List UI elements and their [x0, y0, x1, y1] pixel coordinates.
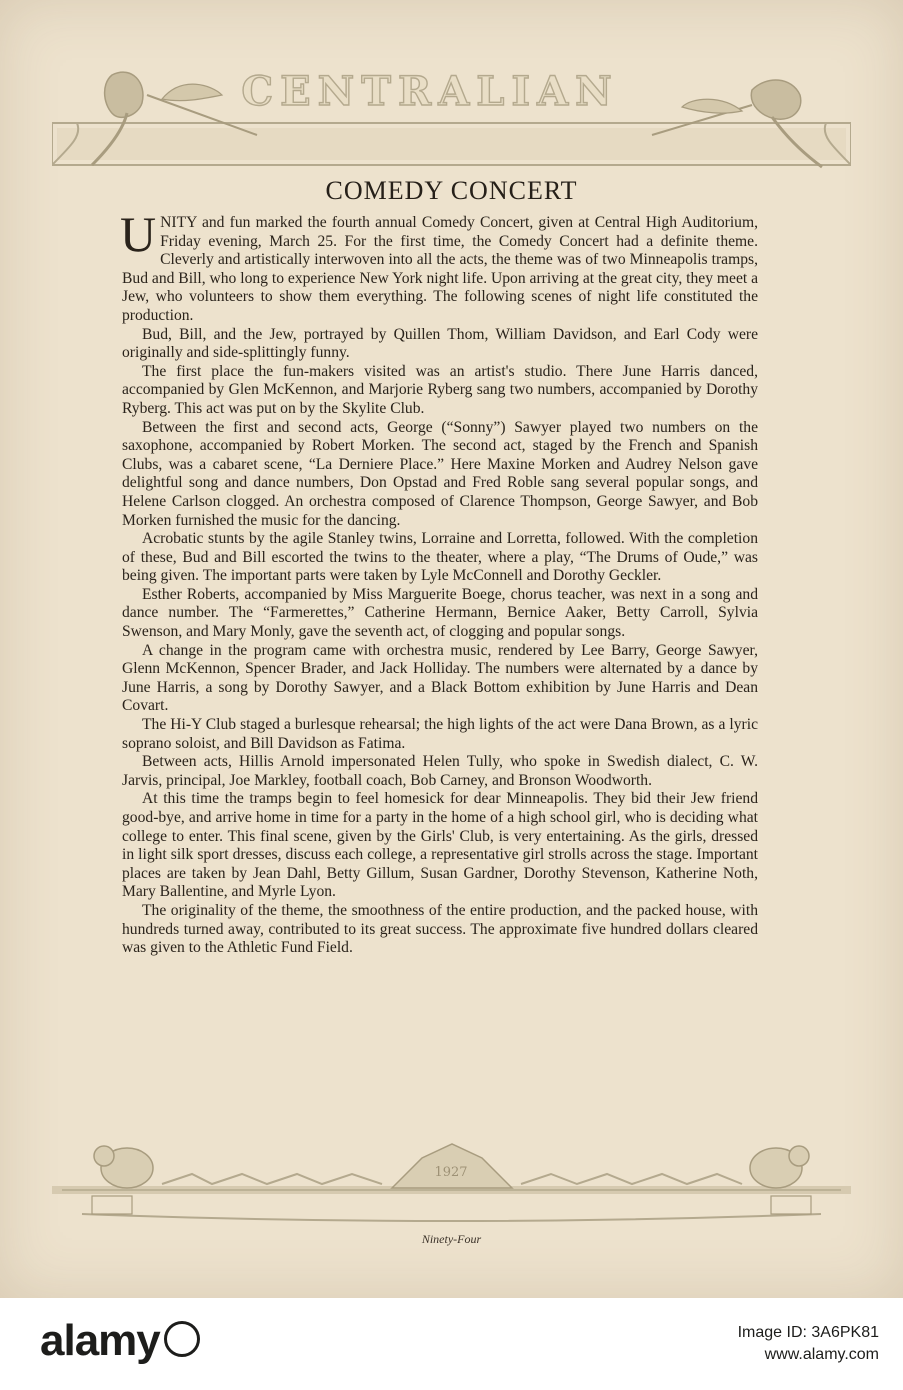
- paragraph-3: The first place the fun-makers visited was an artist's studio. There June Harris danced, accompanied by Glen McKennon, and Marjorie Ryberg sang two numbers, accompanied by Dorothy Ryberg. This act was put on by the Skylite Club.: [122, 362, 758, 417]
- paragraph-1: [120, 206, 759, 326]
- paragraph-11: The originality of the theme, the smoothness of the entire production, and the packed house, with hundreds turned away, contributed to its great success. The approximate five hundred dollars cleared was given to the Athletic Fund Field.: [122, 901, 758, 957]
- stock-logo-text: alamy: [40, 1316, 160, 1365]
- footer-decoration: [52, 1128, 851, 1224]
- stock-logo-mark: [164, 1321, 200, 1357]
- stock-site: www.alamy.com: [764, 1346, 879, 1363]
- stock-meta: [738, 1322, 879, 1366]
- paragraph-2: Bud, Bill, and the Jew, portrayed by Quillen Thom, William Davidson, and Earl Cody were originally and side-splittingly funny.: [122, 325, 758, 362]
- paragraph-6: Esther Roberts, accompanied by Miss Marguerite Boege, chorus teacher, was next in a song and dance number. The “Farmerettes,” Catherine Hermann, Bernice Aaker, Betty Carroll, Sylvia Swenson, and Mary Monly, gave the seventh act, of clogging and popular songs.: [122, 585, 758, 641]
- paragraph-9: Between acts, Hillis Arnold impersonated Helen Tully, who spoke in Swedish dialect, C. W. Jarvis, principal, Joe Markley, football coach, Bob Carney, and Bronson Woodworth.: [122, 753, 758, 789]
- stock-image-id: Image ID: 3A6PK81: [737, 1324, 879, 1341]
- footer-ornament: [52, 1128, 851, 1224]
- paragraph-1-text: NITY and fun marked the fourth annual Comedy Concert, given at Central High Auditorium, Friday evening, March 25. For the first time, the Comedy Concert had a definite theme. Cleverly and artistically interwoven into all the acts, the theme was of two Minneapolis tramps, Bud and Bill, who long to experience New York night life. Upon arriving at the great city, they meet a Jew, who volunteers to show them everything. The following scenes of night life constituted the production.: [122, 214, 759, 324]
- article-title: COMEDY CONCERT: [325, 176, 578, 205]
- paragraph-10: At this time the tramps begin to feel homesick for dear Minneapolis. They bid their Jew friend good-bye, and arrive home in time for a party in the home of a high school girl, who is deciding what college to enter. This final scene, given by the Girls' Club, is very entertaining. As the girls, dressed in light silk sport dresses, discuss each college, a representative girl strolls across the stage. Important places are taken by Jean Dahl, Betty Gillum, Susan Gardner, Dorothy Stevenson, Katherine Noth, Mary Ballentine, and Myrle Lyon.: [122, 790, 758, 901]
- paragraph-5: Acrobatic stunts by the agile Stanley twins, Lorraine and Lorretta, followed. With the completion of these, Bud and Bill escorted the twins to the theater, where a play, “The Drums of Oude,” was being given. The important parts were taken by Lyle McConnell and Dorothy Geckler.: [122, 530, 758, 585]
- footer-ornament-year: 1927: [434, 1165, 468, 1180]
- paragraph-7: A change in the program came with orchestra music, rendered by Lee Barry, George Sawyer, Glenn McKennon, Spencer Brader, and Jack Holliday. The numbers were alternated by a dance by June Harris, a song by Dorothy Sawyer, and a Black Bottom exhibition by June Harris and Dean Covart.: [122, 641, 758, 715]
- paragraph-8: The Hi-Y Club staged a burlesque rehearsal; the high lights of the act were Dana Brown, as a lyric soprano soloist, and Bill Davidson as Fatima.: [122, 716, 758, 752]
- article-body: [120, 206, 759, 958]
- paragraph-4: Between the first and second acts, George (“Sonny”) Sawyer played two numbers on the saxophone, accompanied by Robert Morken. The second act, staged by the French and Spanish Clubs, was a cabaret scene, “La Derniere Place.” Here Maxine Morken and Audrey Nelson gave delightful song and dance numbers, Don Opstad and Fred Roble sang several popular songs, and Helene Carlson clogged. An orchestra composed of Clarence Thompson, George Sawyer, and Bob Morken furnished the music for the dancing.: [122, 418, 758, 529]
- page-number: Ninety-Four: [421, 1232, 482, 1246]
- drop-cap: U: [120, 206, 157, 262]
- banner-title: CENTRALIAN: [241, 68, 619, 115]
- stock-logo: [40, 1316, 200, 1366]
